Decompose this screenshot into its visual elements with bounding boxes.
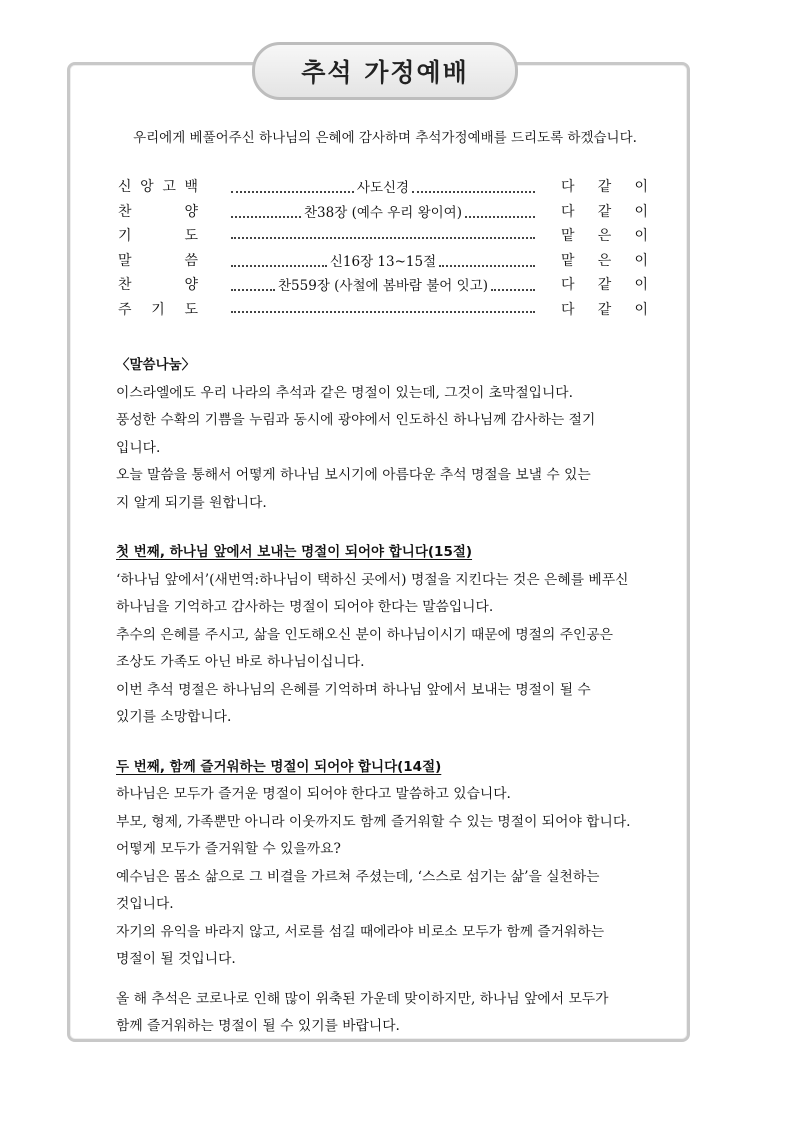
order-row	[118, 274, 648, 299]
leader-dots	[439, 253, 535, 267]
order-item-leader	[561, 299, 648, 319]
name-char: 백	[184, 179, 198, 195]
order-item-title: 찬559장 (사철에 봄바람 불어 잇고)	[278, 278, 488, 294]
leader-char: 다	[561, 203, 575, 220]
body-line: 것입니다.	[116, 896, 174, 912]
order-row	[118, 250, 648, 275]
order-item-leader	[561, 201, 648, 221]
order-item-leader	[561, 225, 648, 245]
body-line: 조상도 가족도 아닌 바로 하나님이십니다.	[116, 654, 365, 670]
order-item-name	[118, 299, 198, 319]
order-item-detail	[228, 299, 538, 313]
title-banner	[252, 42, 518, 100]
leader-char: 같	[597, 301, 612, 318]
leader-char: 같	[597, 179, 612, 195]
leader-dots	[231, 225, 535, 239]
name-char: 기	[151, 301, 165, 318]
order-row	[118, 299, 648, 324]
name-char: 말	[118, 252, 132, 269]
order-item-name	[118, 176, 198, 196]
order-item-name	[118, 274, 198, 294]
order-item-detail	[228, 250, 538, 270]
order-item-detail	[228, 201, 538, 221]
sharing-body	[116, 380, 656, 518]
order-item-leader	[561, 176, 648, 196]
order-item-title: 신16장 13~15절	[329, 253, 437, 270]
spacer	[116, 974, 656, 986]
page-title: 추석 가정예배	[301, 58, 469, 87]
name-char: 고	[162, 179, 176, 195]
body-line: 부모, 형제, 가족뿐만 아니라 이웃까지도 함께 즐거워할 수 있는 명절이 되어야 합니다.	[116, 813, 631, 830]
name-char: 기	[118, 228, 132, 244]
leader-char: 이	[634, 301, 648, 318]
name-char: 신	[118, 179, 132, 195]
order-item-leader	[561, 250, 648, 270]
body-line: 있기를 소망합니다.	[116, 709, 232, 725]
section1-body	[116, 567, 656, 732]
order-row	[118, 201, 648, 226]
name-char: 도	[184, 301, 198, 318]
leader-char: 이	[634, 203, 648, 220]
body-line: 올 해 추석은 코로나로 인해 많이 위축된 가운데 맞이하지만, 하나님 앞에서 모두가	[116, 990, 609, 1007]
leader-char: 맡	[561, 228, 575, 244]
body-line: 이스라엘에도 우리 나라의 추석과 같은 명절이 있는데, 그것이 초막절입니다.	[116, 384, 574, 401]
name-char: 찬	[118, 277, 132, 293]
order-item-title: 찬38장 (예수 우리 왕이여)	[304, 204, 462, 221]
leader-char: 같	[597, 277, 612, 293]
order-row	[118, 176, 648, 201]
worship-order	[118, 176, 648, 323]
order-row	[118, 225, 648, 250]
sharing-heading: 〈말씀나눔〉	[116, 357, 196, 373]
leader-dots	[465, 204, 535, 218]
body-line: 추수의 은혜를 주시고, 삶을 인도해오신 분이 하나님이시기 때문에 명절의 주인공은	[116, 626, 613, 643]
leader-dots	[412, 179, 535, 193]
leader-char: 은	[597, 228, 612, 244]
section2-heading: 두 번째, 함께 즐거워하는 명절이 되어야 합니다(14절)	[116, 758, 442, 775]
order-item-title: 사도신경	[356, 180, 410, 196]
body-line: 하나님은 모두가 즐거운 명절이 되어야 한다고 말씀하고 있습니다.	[116, 786, 511, 802]
order-item-name	[118, 201, 198, 221]
order-item-name	[118, 250, 198, 270]
body-line: 함께 즐거워하는 명절이 될 수 있기를 바랍니다.	[116, 1018, 400, 1034]
name-char: 앙	[140, 179, 154, 195]
name-char: 양	[184, 277, 198, 293]
section2-body	[116, 781, 656, 974]
leader-char: 다	[561, 301, 575, 318]
leader-char: 은	[597, 252, 612, 269]
body-line: 어떻게 모두가 즐거워할 수 있을까요?	[116, 841, 341, 857]
leader-dots	[231, 253, 327, 267]
leader-dots	[231, 277, 275, 291]
body-line: 지 알게 되기를 원합니다.	[116, 494, 267, 511]
main-content	[116, 352, 656, 1041]
order-item-detail	[228, 176, 538, 196]
body-line: 하나님을 기억하고 감사하는 명절이 되어야 한다는 말씀입니다.	[116, 599, 494, 615]
leader-dots	[491, 277, 535, 291]
body-line: 이번 추석 명절은 하나님의 은혜를 기억하며 하나님 앞에서 보내는 명절이 될 수	[116, 681, 591, 698]
name-char: 찬	[118, 203, 132, 220]
leader-char: 다	[561, 277, 575, 293]
body-line: 풍성한 수확의 기쁨을 누림과 동시에 광야에서 인도하신 하나님께 감사하는 절기	[116, 412, 596, 428]
leader-char: 같	[597, 203, 612, 220]
order-item-leader	[561, 274, 648, 294]
intro-text: 우리에게 베풀어주신 하나님의 은혜에 감사하며 추석가정예배를 드리도록 하겠습니다.	[133, 130, 637, 146]
leader-dots	[231, 204, 301, 218]
leader-char: 다	[561, 179, 575, 195]
leader-dots	[231, 179, 354, 193]
order-item-detail	[228, 274, 538, 294]
name-char: 양	[184, 203, 198, 220]
name-char: 씀	[184, 252, 198, 269]
leader-char: 이	[634, 252, 648, 269]
leader-char: 이	[634, 277, 648, 293]
order-item-detail	[228, 225, 538, 239]
body-line: 명절이 될 것입니다.	[116, 951, 236, 967]
spacer	[116, 732, 656, 754]
body-line: 예수님은 몸소 삶으로 그 비결을 가르쳐 주셨는데, ‘스스로 섬기는 삶’을 실천하는	[116, 868, 600, 885]
closing-body	[116, 986, 656, 1041]
leader-char: 이	[634, 228, 648, 244]
body-line: 오늘 말씀을 통해서 어떻게 하나님 보시기에 아름다운 추석 명절을 보낼 수 있는	[116, 467, 591, 483]
order-item-name	[118, 225, 198, 245]
body-line: 자기의 유익을 바라지 않고, 서로를 섬길 때에라야 비로소 모두가 함께 즐거워하는	[116, 923, 605, 940]
body-line: ‘하나님 앞에서’(새번역:하나님이 택하신 곳에서) 명절을 지킨다는 것은 은혜를 베푸신	[116, 571, 629, 588]
section1-heading: 첫 번째, 하나님 앞에서 보내는 명절이 되어야 합니다(15절)	[116, 544, 473, 560]
leader-char: 맡	[561, 252, 575, 269]
leader-char: 이	[634, 179, 648, 195]
body-line: 입니다.	[116, 439, 161, 456]
name-char: 주	[118, 301, 132, 318]
leader-dots	[231, 299, 535, 313]
name-char: 도	[184, 228, 198, 244]
spacer	[116, 517, 656, 539]
